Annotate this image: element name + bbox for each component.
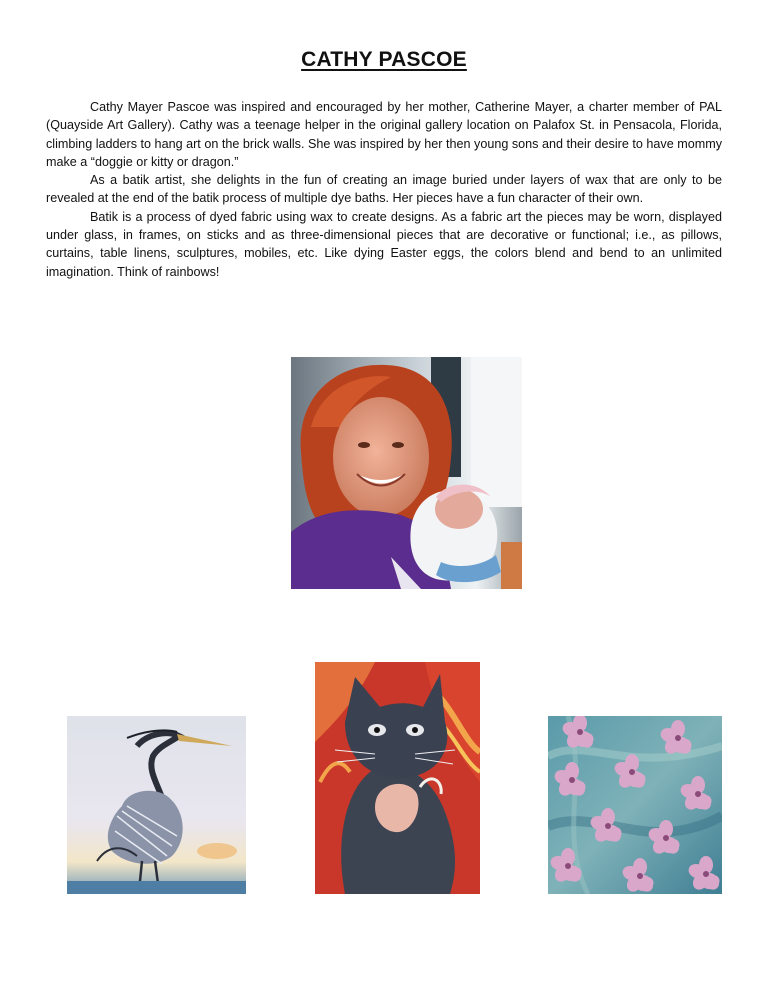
- artist-portrait-photo: [291, 357, 522, 589]
- heron-batik-artwork: [67, 716, 246, 894]
- bio-paragraph: Cathy Mayer Pascoe was inspired and encouraged by her mother, Catherine Mayer, a charter member of PAL (Quayside Art Gallery). Cathy was a teenage helper in the original gallery location on Palafox St. in Pensacola, Florida, climbing ladders to hang art on the brick walls. She was inspired by her then young sons and their desire to have mommy make a “doggie or kitty or dragon.”: [46, 100, 722, 169]
- bio-paragraph: As a batik artist, she delights in the fun of creating an image buried under layers of wax that are only to be revealed at the end of the batik process of multiple dye baths. Her pieces have a fun character of their own.: [46, 173, 722, 206]
- artist-bio: [46, 98, 722, 281]
- cat-batik-artwork: [315, 662, 480, 894]
- bio-paragraph: Batik is a process of dyed fabric using wax to create designs. As a fabric art the pieces may be worn, displayed under glass, in frames, on sticks and as three-dimensional pieces that are decorative or functional; i.e., as pillows, curtains, table linens, sculptures, mobiles, etc. Like dying Easter eggs, the colors blend and bend to an unlimited imagination. Think of rainbows!: [46, 209, 722, 279]
- page-title: CATHY PASCOE: [301, 48, 467, 71]
- flowers-batik-artwork: [548, 716, 722, 894]
